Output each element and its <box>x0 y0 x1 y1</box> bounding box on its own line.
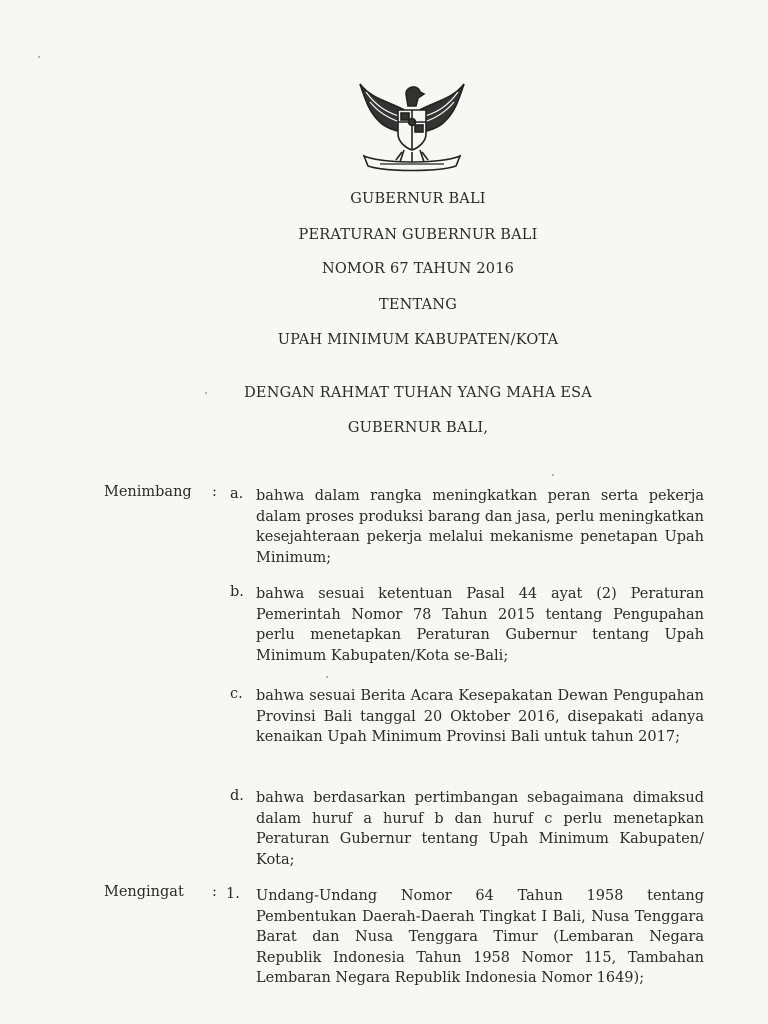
scan-speck <box>326 676 328 678</box>
mengingat-label: Mengingat <box>104 884 184 900</box>
menimbang-item-b: bahwa sesuai ketentuan Pasal 44 ayat (2) Peraturan Pemerintah Nomor 78 Tahun 2015 tentang Pengupahan perlu menetapkan Peraturan Gubernur tentang Upah Minimum Kabupaten/Kota se-Bali; <box>256 586 704 664</box>
item-marker: 1. <box>226 886 240 902</box>
mengingat-item-1: Undang-Undang Nomor 64 Tahun 1958 tentang Pembentukan Daerah-Daerah Tingkat I Bali, Nusa Tenggara Barat dan Nusa Tenggara Timur (Lembaran Negara Republik Indonesia Tahun 1958 Nomor 115, Tambahan Lembaran Negara Republik Indonesia Nomor 1649); <box>256 888 704 986</box>
governor-title: GUBERNUR BALI, <box>347 420 489 436</box>
menimbang-colon: : <box>212 484 217 500</box>
mengingat-colon: : <box>212 884 217 900</box>
regulation-about: TENTANG <box>379 297 457 313</box>
garuda-emblem-icon <box>352 72 472 172</box>
menimbang-item-c: bahwa sesuai Berita Acara Kesepakatan Dewan Pengupahan Provinsi Bali tanggal 20 Oktober 2016, disepakati adanya kenaikan Upah Minimum Provinsi Bali untuk tahun 2017; <box>256 688 704 745</box>
menimbang-item-d: bahwa berdasarkan pertimbangan sebagaimana dimaksud dalam huruf a huruf b dan huruf c perlu menetapkan Peraturan Gubernur tentang Upah Minimum Kabupaten/ Kota; <box>256 790 704 868</box>
regulation-type: PERATURAN GUBERNUR BALI <box>298 227 538 243</box>
item-marker: b. <box>230 584 244 600</box>
scan-speck <box>552 474 554 476</box>
regulation-subject: UPAH MINIMUM KABUPATEN/KOTA <box>277 332 559 348</box>
item-marker: c. <box>230 686 243 702</box>
preamble: DENGAN RAHMAT TUHAN YANG MAHA ESA <box>244 385 592 401</box>
regulation-number: NOMOR 67 TAHUN 2016 <box>321 261 515 277</box>
item-marker: a. <box>230 486 244 502</box>
menimbang-label: Menimbang <box>104 484 192 500</box>
item-marker: d. <box>230 788 244 804</box>
menimbang-item-a: bahwa dalam rangka meningkatkan peran serta pekerja dalam proses produksi barang dan jasa, perlu meningkatkan kesejahteraan pekerja melalui mekanisme penetapan Upah Minimum; <box>256 488 704 566</box>
header-title: GUBERNUR BALI <box>350 191 486 207</box>
scan-speck <box>38 56 40 58</box>
scan-speck <box>205 392 207 394</box>
